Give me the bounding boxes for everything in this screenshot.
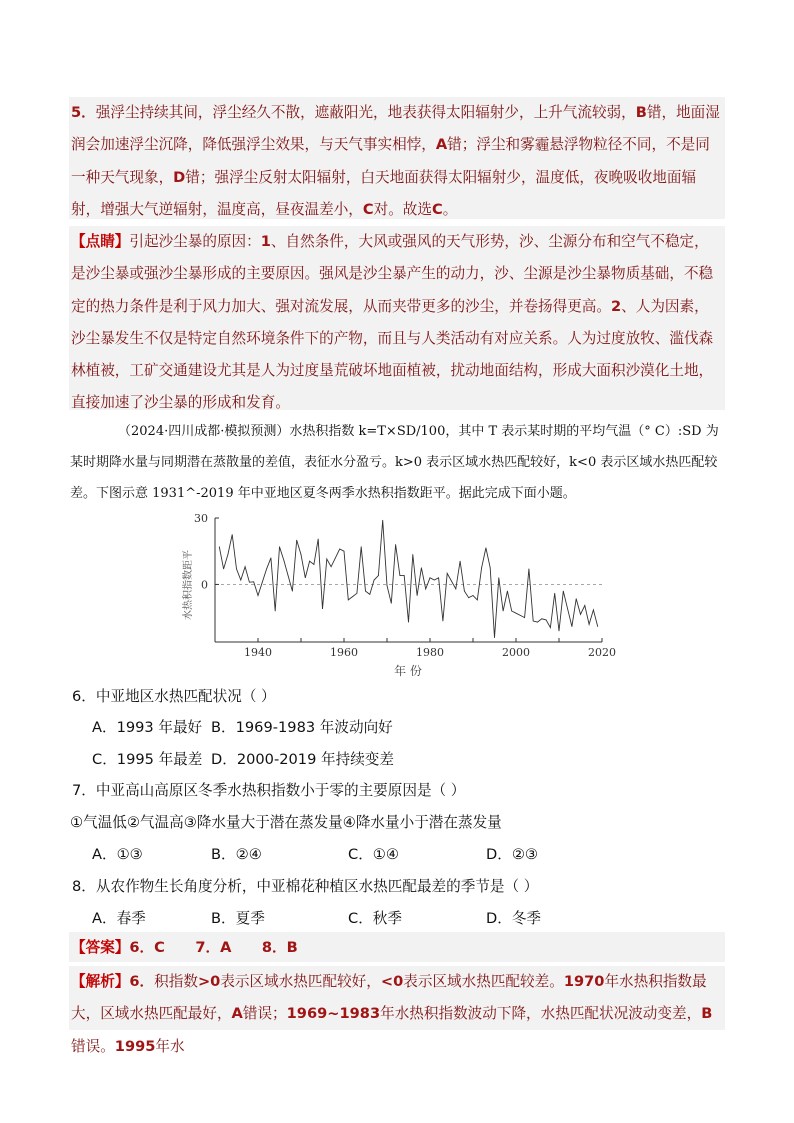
explanation5-segment: 强浮尘持续其间，浮尘经久不散，遮蔽阳光，地表获得太阳辐射少，上升气流较弱， (95, 104, 636, 121)
tip-segment: 1 (260, 233, 271, 250)
analysis-segment: 1995 (114, 1037, 156, 1055)
q6-option-a[interactable]: A．1993 年最好 (92, 719, 203, 736)
data-point (404, 575, 405, 576)
data-point (232, 534, 233, 535)
question-7-stem: 7．中亚高山高原区冬季水热积指数小于零的主要原因是（ ） (72, 782, 466, 799)
question-6-stem: 6．中亚地区水热匹配状况（ ） (72, 688, 276, 705)
data-point (348, 600, 349, 601)
data-point (580, 614, 581, 615)
answer-text: 6．C 7．A 8．B (129, 939, 298, 956)
analysis-segment: 年水 (155, 1037, 185, 1055)
chart (170, 505, 620, 680)
data-point (541, 618, 542, 619)
data-point (572, 626, 573, 627)
question-8-stem: 8．从农作物生长角度分析，中亚棉花种植区水热匹配最差的季节是（ ） (72, 878, 539, 895)
analysis-segment: 错误。 (71, 1037, 115, 1055)
answer-label: 【答案】 (71, 939, 130, 956)
data-point (374, 580, 375, 581)
q7-option-b[interactable]: B．②④ (211, 846, 262, 863)
data-point (288, 575, 289, 576)
analysis-segment: 错误； (242, 1005, 287, 1023)
data-point (481, 567, 482, 568)
chart-series (219, 520, 598, 638)
data-point (584, 605, 585, 606)
analysis-text (69, 966, 725, 1063)
question-7-items: ①气温低②气温高③降水量大于潜在蒸发量④降水量小于潜在蒸发量 (70, 814, 502, 831)
analysis-segment: >0 (197, 973, 221, 990)
analysis-segment: 表示区域水热匹配较好， (220, 973, 381, 990)
data-point (473, 595, 474, 596)
data-point (559, 631, 560, 632)
x-tick-label: 1960 (330, 646, 358, 659)
data-point (438, 577, 439, 578)
q8-option-c[interactable]: C．秋季 (348, 910, 402, 927)
q8-option-d[interactable]: D．冬季 (486, 910, 542, 927)
data-point (434, 580, 435, 581)
data-point (408, 622, 409, 623)
data-point (365, 591, 366, 592)
tip-segment: 【点睛】 (71, 233, 130, 250)
data-point (554, 593, 555, 594)
data-point (486, 547, 487, 548)
data-point (279, 546, 280, 547)
data-point (563, 591, 564, 592)
answer-section (69, 932, 725, 962)
data-point (301, 554, 302, 555)
data-point (443, 621, 444, 622)
tip-segment: 2 (610, 297, 622, 315)
x-tick-label: 1940 (244, 646, 272, 659)
q7-option-d[interactable]: D．②③ (486, 846, 538, 863)
explanation5-segment: C (432, 200, 443, 218)
analysis-section (69, 966, 725, 1055)
explanation5-segment: 错；浮尘和雾霾悬浮物粒径不同，不是同一种天气现象， (71, 136, 710, 186)
data-point (537, 622, 538, 623)
explanation5-segment: D (173, 168, 186, 186)
data-point (546, 619, 547, 620)
data-point (357, 593, 358, 594)
x-tick-label: 2000 (502, 646, 530, 659)
data-point (417, 595, 418, 596)
data-point (503, 611, 504, 612)
data-point (378, 575, 379, 576)
data-point (455, 588, 456, 589)
data-point (498, 577, 499, 578)
data-point (477, 600, 478, 601)
explanation5-segment: C (362, 200, 374, 218)
analysis-segment: 1969~1983 (286, 1005, 381, 1023)
data-point (576, 598, 577, 599)
data-point (494, 637, 495, 638)
data-point (305, 577, 306, 578)
data-point (593, 609, 594, 610)
question-intro: （2024·四川成都·模拟预测）水热积指数 k=T×SD/100，其中 T 表示某时期的平均气温（° C）:SD 为某时期降水量与同期潜在蒸散量的差值，表征水分盈亏。k>0 表示区域水热匹配较好，k<0 表示区域水热匹配较差。下图示意 1931^-2019 年中亚地区夏冬两季水热积指数距平。据此完成下面小题。 (70, 424, 719, 501)
analysis-segment: 【解析】 (71, 973, 130, 990)
series-line (219, 520, 597, 637)
q6-option-c[interactable]: C．1995 年最差 (92, 751, 203, 768)
x-tick-label: 1980 (416, 646, 444, 659)
data-point (520, 615, 521, 616)
y-tick-label: 30 (194, 512, 208, 525)
data-point (258, 595, 259, 596)
data-point (314, 564, 315, 565)
data-point (292, 591, 293, 592)
q7-option-c[interactable]: C．①④ (348, 846, 399, 863)
explanation5-segment: 5． (71, 104, 96, 121)
data-point (421, 567, 422, 568)
data-point (412, 554, 413, 555)
data-point (400, 575, 401, 576)
data-point (395, 544, 396, 545)
data-point (219, 546, 220, 547)
analysis-segment: 年水热积指数最大，区域水热匹配最好， (71, 973, 707, 1023)
explanation5-segment: 错，地面湿润会加速浮尘沉降，降低强浮尘效果，与天气事实相悖， (71, 104, 720, 154)
data-point (382, 520, 383, 521)
data-point (369, 594, 370, 595)
tip-segment: 引起沙尘暴的原因： (129, 233, 261, 250)
tip-segment: 、人为因素，沙尘暴发生不仅是特定自然环境条件下的产物，而且与人类活动有对应关系。人为过度放牧、滥伐森林植被，工矿交通建设尤其是人为过度垦荒破坏地面植被，扰动地面结构，形成大面积沙漠化土地，直接加速了沙尘暴的形成和发育。 (71, 297, 714, 412)
data-point (430, 577, 431, 578)
analysis-segment: A (231, 1005, 243, 1023)
explanation-5-text (69, 97, 725, 226)
analysis-segment: <0 (380, 973, 404, 990)
q7-option-a[interactable]: A．①③ (92, 846, 143, 863)
data-point (597, 626, 598, 627)
data-point (245, 566, 246, 567)
tip-segment: 、自然条件，大风或强风的天气形势，沙、尘源分布和空气不稳定，是沙尘暴或强沙尘暴形成的主要原因。强风是沙尘暴产生的动力，沙、尘源是沙尘暴物质基础，不稳定的热力条件是利于风力加大、强对流发展，从而夹带更多的沙尘，并卷扬得更高。 (71, 233, 714, 315)
data-point (326, 559, 327, 560)
data-point (253, 581, 254, 582)
data-point (352, 596, 353, 597)
analysis-segment: B (701, 1005, 713, 1023)
data-point (589, 624, 590, 625)
y-axis-label: 水热积指数距平 (183, 550, 194, 620)
data-point (275, 611, 276, 612)
data-point (266, 569, 267, 570)
data-point (550, 627, 551, 628)
data-point (335, 557, 336, 558)
data-point (387, 585, 388, 586)
analysis-segment: 1970 (563, 973, 605, 990)
data-point (464, 591, 465, 592)
data-point (344, 551, 345, 552)
data-point (447, 573, 448, 574)
data-point (283, 560, 284, 561)
data-point (490, 567, 491, 568)
q6-option-b[interactable]: B．1969-1983 年波动向好 (211, 719, 393, 736)
data-point (516, 613, 517, 614)
explanation5-segment: B (635, 104, 647, 121)
data-point (391, 603, 392, 604)
data-point (236, 569, 237, 570)
data-point (309, 561, 310, 562)
analysis-segment: 年水热积指数波动下降，水热匹配状况波动变差， (380, 1005, 702, 1023)
data-point (318, 539, 319, 540)
data-point (425, 588, 426, 589)
q8-option-a[interactable]: A．春季 (92, 910, 146, 927)
data-point (249, 582, 250, 583)
explanation-5 (69, 97, 725, 219)
data-point (223, 569, 224, 570)
data-point (460, 561, 461, 562)
q8-option-b[interactable]: B．夏季 (211, 910, 265, 927)
data-point (451, 581, 452, 582)
explanation5-segment: 对。故选 (373, 200, 432, 218)
data-point (567, 608, 568, 609)
explanation5-segment: A (435, 136, 448, 154)
analysis-segment: 6． (129, 973, 155, 990)
data-point (228, 554, 229, 555)
q6-option-d[interactable]: D．2000-2019 年持续变差 (211, 751, 394, 768)
data-point (524, 617, 525, 618)
analysis-segment: 积指数 (154, 973, 198, 990)
data-point (468, 597, 469, 598)
data-point (271, 557, 272, 558)
data-point (511, 611, 512, 612)
data-point (331, 566, 332, 567)
data-point (361, 546, 362, 547)
data-point (529, 569, 530, 570)
tip-section (69, 226, 725, 410)
explanation5-segment: 。 (442, 200, 458, 218)
data-point (296, 540, 297, 541)
data-point (322, 608, 323, 609)
x-axis-label: 年 份 (394, 664, 422, 678)
data-point (339, 549, 340, 550)
data-point (262, 582, 263, 583)
data-point (507, 591, 508, 592)
explanation5-segment: 错；强浮尘反射太阳辐射，白天地面获得太阳辐射少，温度低，夜晚吸收地面辐射，增强大气逆辐射，温度高，昼夜温差小， (71, 168, 697, 218)
data-point (533, 621, 534, 622)
tip-text (69, 226, 725, 420)
y-tick-label: 0 (201, 578, 208, 592)
data-point (240, 580, 241, 581)
x-tick-label: 2020 (588, 646, 616, 659)
analysis-segment: 表示区域水热匹配较差。 (403, 973, 564, 990)
